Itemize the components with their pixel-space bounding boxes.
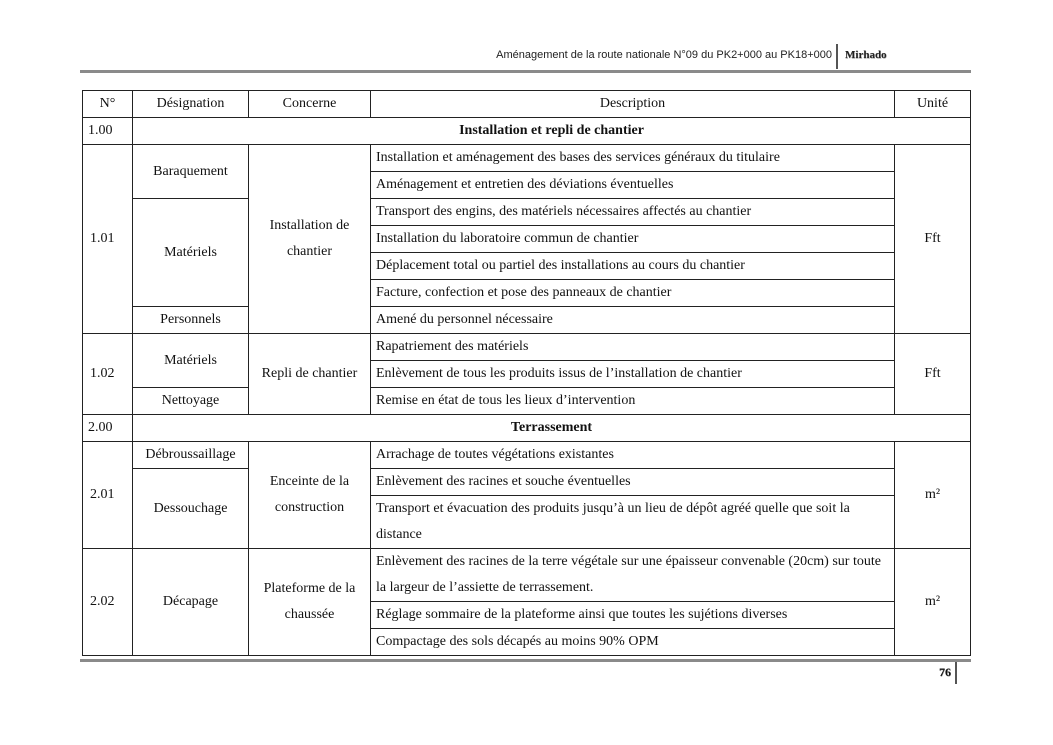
item-designation: Dessouchage [133,469,249,549]
section-title: Installation et repli de chantier [133,118,971,145]
item-designation: Nettoyage [133,388,249,415]
item-concerne: Enceinte de la construction [249,442,371,549]
item-description: Déplacement total ou partiel des installations au cours du chantier [371,253,895,280]
section-number: 2.00 [83,415,133,442]
document-header-brand: Mirhado [845,49,887,61]
item-unit: m² [895,549,971,656]
item-description: Amené du personnel nécessaire [371,307,895,334]
section-number: 1.00 [83,118,133,145]
header-separator [836,44,838,69]
item-number: 2.02 [83,549,133,656]
item-number: 2.01 [83,442,133,549]
item-description: Transport des engins, des matériels nécessaires affectés au chantier [371,199,895,226]
item-description: Réglage sommaire de la plateforme ainsi que toutes les sujétions diverses [371,602,895,629]
item-designation: Baraquement [133,145,249,199]
item-designation: Décapage [133,549,249,656]
item-description: Compactage des sols décapés au moins 90% OPM [371,629,895,656]
item-description: Remise en état de tous les lieux d’intervention [371,388,895,415]
item-description: Installation et aménagement des bases des services généraux du titulaire [371,145,895,172]
item-description: Rapatriement des matériels [371,334,895,361]
item-concerne: Installation de chantier [249,145,371,334]
table-row [83,442,971,469]
item-description: Transport et évacuation des produits jusqu’à un lieu de dépôt agréé quelle que soit la distance [371,496,895,549]
column-header-unit: Unité [895,91,971,118]
column-header-description: Description [371,91,895,118]
table-header-row [83,91,971,118]
item-description: Enlèvement de tous les produits issus de l’installation de chantier [371,361,895,388]
section-row [83,415,971,442]
column-header-number: N° [83,91,133,118]
column-header-concerne: Concerne [249,91,371,118]
item-concerne: Repli de chantier [249,334,371,415]
document-header-title: Aménagement de la route nationale N°09 du PK2+000 au PK18+000 [496,49,832,61]
table-row [83,334,971,361]
specification-table [82,90,971,656]
table-row [83,307,971,334]
item-designation: Matériels [133,199,249,307]
item-description: Enlèvement des racines de la terre végétale sur une épaisseur convenable (20cm) sur toute la largeur de l’assiette de terrassement. [371,549,895,602]
item-designation: Personnels [133,307,249,334]
table-row [83,145,971,172]
item-designation: Débroussaillage [133,442,249,469]
page-number: 76 [939,665,951,679]
table-row [83,199,971,226]
table-row [83,469,971,496]
footer-rule [80,659,971,662]
item-concerne: Plateforme de la chaussée [249,549,371,656]
column-header-designation: Désignation [133,91,249,118]
header-rule [80,70,971,73]
item-unit: m² [895,442,971,549]
item-unit: Fft [895,145,971,334]
item-description: Enlèvement des racines et souche éventuelles [371,469,895,496]
item-description: Arrachage de toutes végétations existantes [371,442,895,469]
table-row [83,388,971,415]
footer-separator [955,662,957,684]
item-unit: Fft [895,334,971,415]
item-description: Facture, confection et pose des panneaux de chantier [371,280,895,307]
item-number: 1.02 [83,334,133,415]
item-number: 1.01 [83,145,133,334]
item-designation: Matériels [133,334,249,388]
item-description: Aménagement et entretien des déviations éventuelles [371,172,895,199]
section-row [83,118,971,145]
item-description: Installation du laboratoire commun de chantier [371,226,895,253]
section-title: Terrassement [133,415,971,442]
